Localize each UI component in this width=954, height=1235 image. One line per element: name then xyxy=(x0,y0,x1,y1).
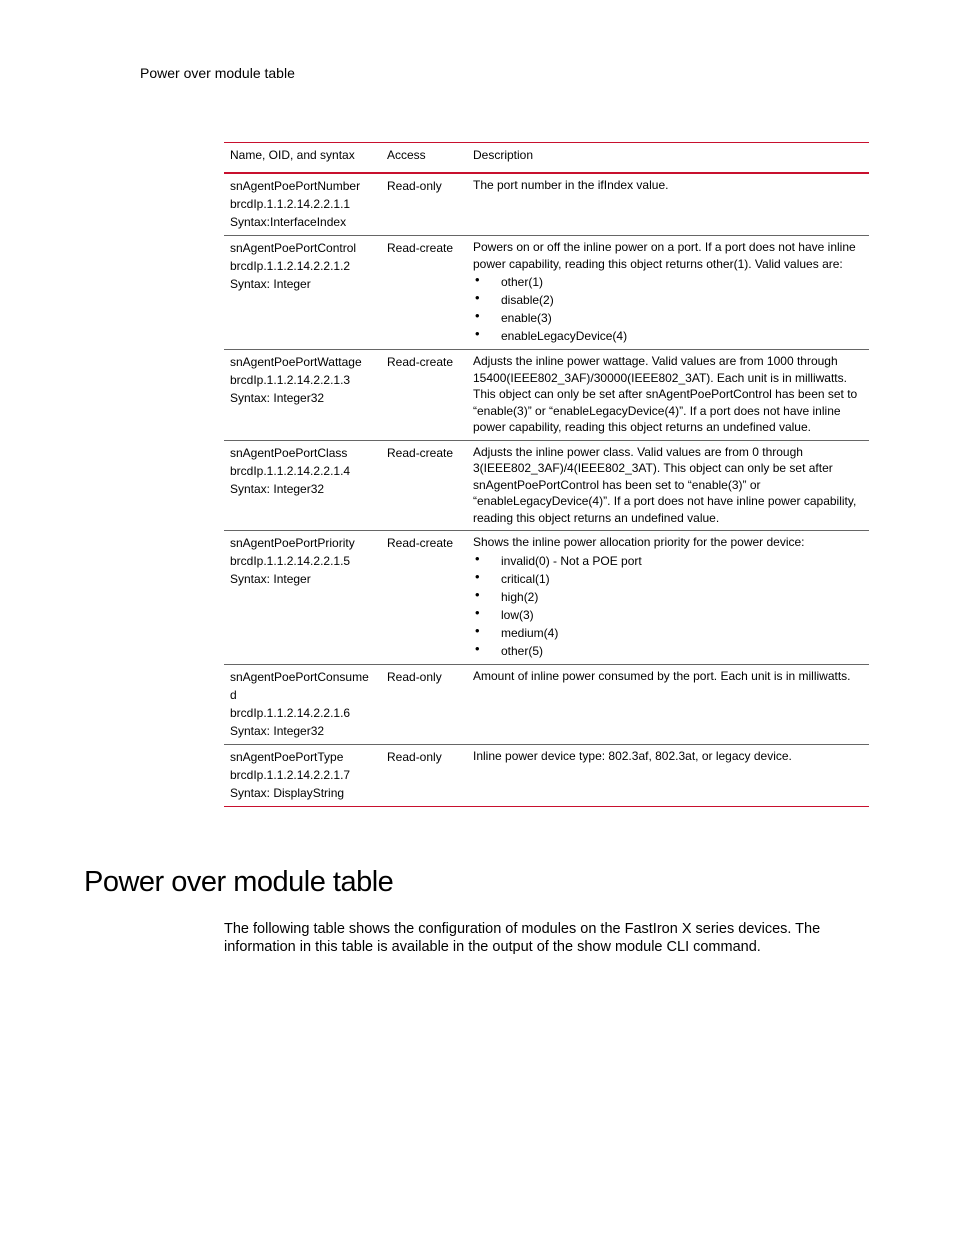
object-name: snAgentPoePortControl xyxy=(230,241,357,255)
table-row xyxy=(224,440,869,531)
bullet-icon: • xyxy=(475,290,480,305)
description-text: Amount of inline power consumed by the port. Each unit is in milliwatts. xyxy=(473,668,851,683)
access-cell: Read-only xyxy=(381,173,467,236)
table-header-row xyxy=(224,143,869,174)
bullet-icon: • xyxy=(475,308,480,323)
description-text: Adjusts the inline power wattage. Valid values are from 1000 through 15400(IEEE802_3AF)/30000(IEEE802_3AT). Each unit is in milliwatts. This object can only be set after snAgentPoePortControl has been set to “enable(3)” or “enableLegacyDevice(4)”. If a port does not have inline power capability, reading this object returns an undefined value. xyxy=(473,354,858,434)
bullet-icon: • xyxy=(475,272,480,287)
access-cell: Read-create xyxy=(381,440,467,531)
intro-text-end: CLI command. xyxy=(662,939,761,955)
table-row xyxy=(224,173,869,236)
list-item xyxy=(473,606,863,624)
list-item xyxy=(473,309,863,327)
object-name: d xyxy=(230,687,237,702)
column-header-access: Access xyxy=(381,143,467,174)
description-cell xyxy=(467,664,869,744)
list-item-text: high(2) xyxy=(501,589,539,604)
mib-object-table xyxy=(224,142,869,807)
table-body xyxy=(224,173,869,806)
access-cell: Read-only xyxy=(381,744,467,806)
bullet-icon: • xyxy=(475,586,480,602)
description-text: Adjusts the inline power class. Valid values are from 0 through 3(IEEE802_3AF)/4(IEEE802_3AT). This object can only be set after snAgentPoePortControl has been set to “enable(3)” or “enableLegacyDevice(4)”. If a port does not have inline power capability, reading this object returns an undefined value. xyxy=(473,444,857,525)
object-name: snAgentPoePortConsume xyxy=(230,669,369,684)
access-cell: Read-create xyxy=(381,531,467,665)
list-item-text: critical(1) xyxy=(501,571,550,586)
list-item xyxy=(473,624,863,642)
object-oid: brcdIp.1.1.2.14.2.2.1.4 xyxy=(230,463,351,478)
object-name-cell xyxy=(224,664,381,744)
running-header: Power over module table xyxy=(140,65,295,81)
list-item-text: disable(2) xyxy=(501,293,554,307)
access-cell: Read-only xyxy=(381,664,467,744)
access-cell: Read-create xyxy=(381,236,467,350)
access-cell: Read-create xyxy=(381,350,467,441)
list-item-text: other(5) xyxy=(501,643,544,658)
table-row xyxy=(224,664,869,744)
object-syntax: Syntax: Integer xyxy=(230,277,311,291)
object-name: snAgentPoePortNumber xyxy=(230,179,361,193)
object-name-cell xyxy=(224,173,381,236)
list-item-text: low(3) xyxy=(501,607,534,622)
list-item-text: enable(3) xyxy=(501,311,552,325)
valid-values-list xyxy=(473,273,863,345)
object-name: snAgentPoePortClass xyxy=(230,445,348,460)
list-item xyxy=(473,642,863,660)
object-name-cell xyxy=(224,531,381,665)
object-syntax: Syntax:InterfaceIndex xyxy=(230,215,347,229)
object-syntax: Syntax: DisplayString xyxy=(230,785,345,800)
bullet-icon: • xyxy=(475,550,480,566)
bullet-icon: • xyxy=(475,326,480,341)
description-cell xyxy=(467,173,869,236)
description-text: Shows the inline power allocation priority for the power device: xyxy=(473,535,805,549)
list-item xyxy=(473,327,863,345)
list-item-text: invalid(0) - Not a POE port xyxy=(501,553,642,568)
object-name-cell xyxy=(224,236,381,350)
object-oid: brcdIp.1.1.2.14.2.2.1.7 xyxy=(230,767,351,782)
object-name-cell xyxy=(224,440,381,531)
description-text: Inline power device type: 802.3af, 802.3at, or legacy device. xyxy=(473,748,792,763)
table-row xyxy=(224,350,869,441)
description-cell xyxy=(467,236,869,350)
object-syntax: Syntax: Integer32 xyxy=(230,723,325,738)
cli-command: show module xyxy=(577,939,663,955)
column-header-name: Name, OID, and syntax xyxy=(224,143,381,174)
list-item-text: other(1) xyxy=(501,275,544,289)
bullet-icon: • xyxy=(475,604,480,620)
list-item xyxy=(473,273,863,291)
description-cell xyxy=(467,350,869,441)
object-name-cell xyxy=(224,350,381,441)
object-name: snAgentPoePortWattage xyxy=(230,355,362,369)
list-item xyxy=(473,588,863,606)
object-name-cell xyxy=(224,744,381,806)
list-item-text: enableLegacyDevice(4) xyxy=(501,329,628,343)
description-text: The port number in the ifIndex value. xyxy=(473,178,669,192)
object-oid: brcdIp.1.1.2.14.2.2.1.2 xyxy=(230,259,351,273)
object-oid: brcdIp.1.1.2.14.2.2.1.5 xyxy=(230,554,351,568)
table-row xyxy=(224,531,869,665)
object-oid: brcdIp.1.1.2.14.2.2.1.1 xyxy=(230,197,351,211)
column-header-description: Description xyxy=(467,143,869,174)
bullet-icon: • xyxy=(475,568,480,584)
bullet-icon: • xyxy=(475,640,480,656)
object-name: snAgentPoePortType xyxy=(230,749,344,764)
description-cell xyxy=(467,744,869,806)
section-intro-paragraph xyxy=(224,920,844,956)
intro-text-start: The following table shows the configuration of modules on the FastIron X series devices. The information in this table is available in the output of the xyxy=(224,921,821,955)
bullet-icon: • xyxy=(475,622,480,638)
object-syntax: Syntax: Integer xyxy=(230,572,311,586)
list-item xyxy=(473,552,863,570)
object-oid: brcdIp.1.1.2.14.2.2.1.6 xyxy=(230,705,351,720)
list-item xyxy=(473,291,863,309)
section-heading: Power over module table xyxy=(84,866,394,898)
object-syntax: Syntax: Integer32 xyxy=(230,481,325,496)
valid-values-list xyxy=(473,552,863,660)
description-text: Powers on or off the inline power on a port. If a port does not have inline power capability, reading this object returns other(1). Valid values are: xyxy=(473,240,856,271)
object-name: snAgentPoePortPriority xyxy=(230,536,355,550)
table-row xyxy=(224,236,869,350)
list-item xyxy=(473,570,863,588)
table-row xyxy=(224,744,869,806)
description-cell xyxy=(467,531,869,665)
object-oid: brcdIp.1.1.2.14.2.2.1.3 xyxy=(230,373,351,387)
description-cell xyxy=(467,440,869,531)
list-item-text: medium(4) xyxy=(501,625,559,640)
object-syntax: Syntax: Integer32 xyxy=(230,391,325,405)
